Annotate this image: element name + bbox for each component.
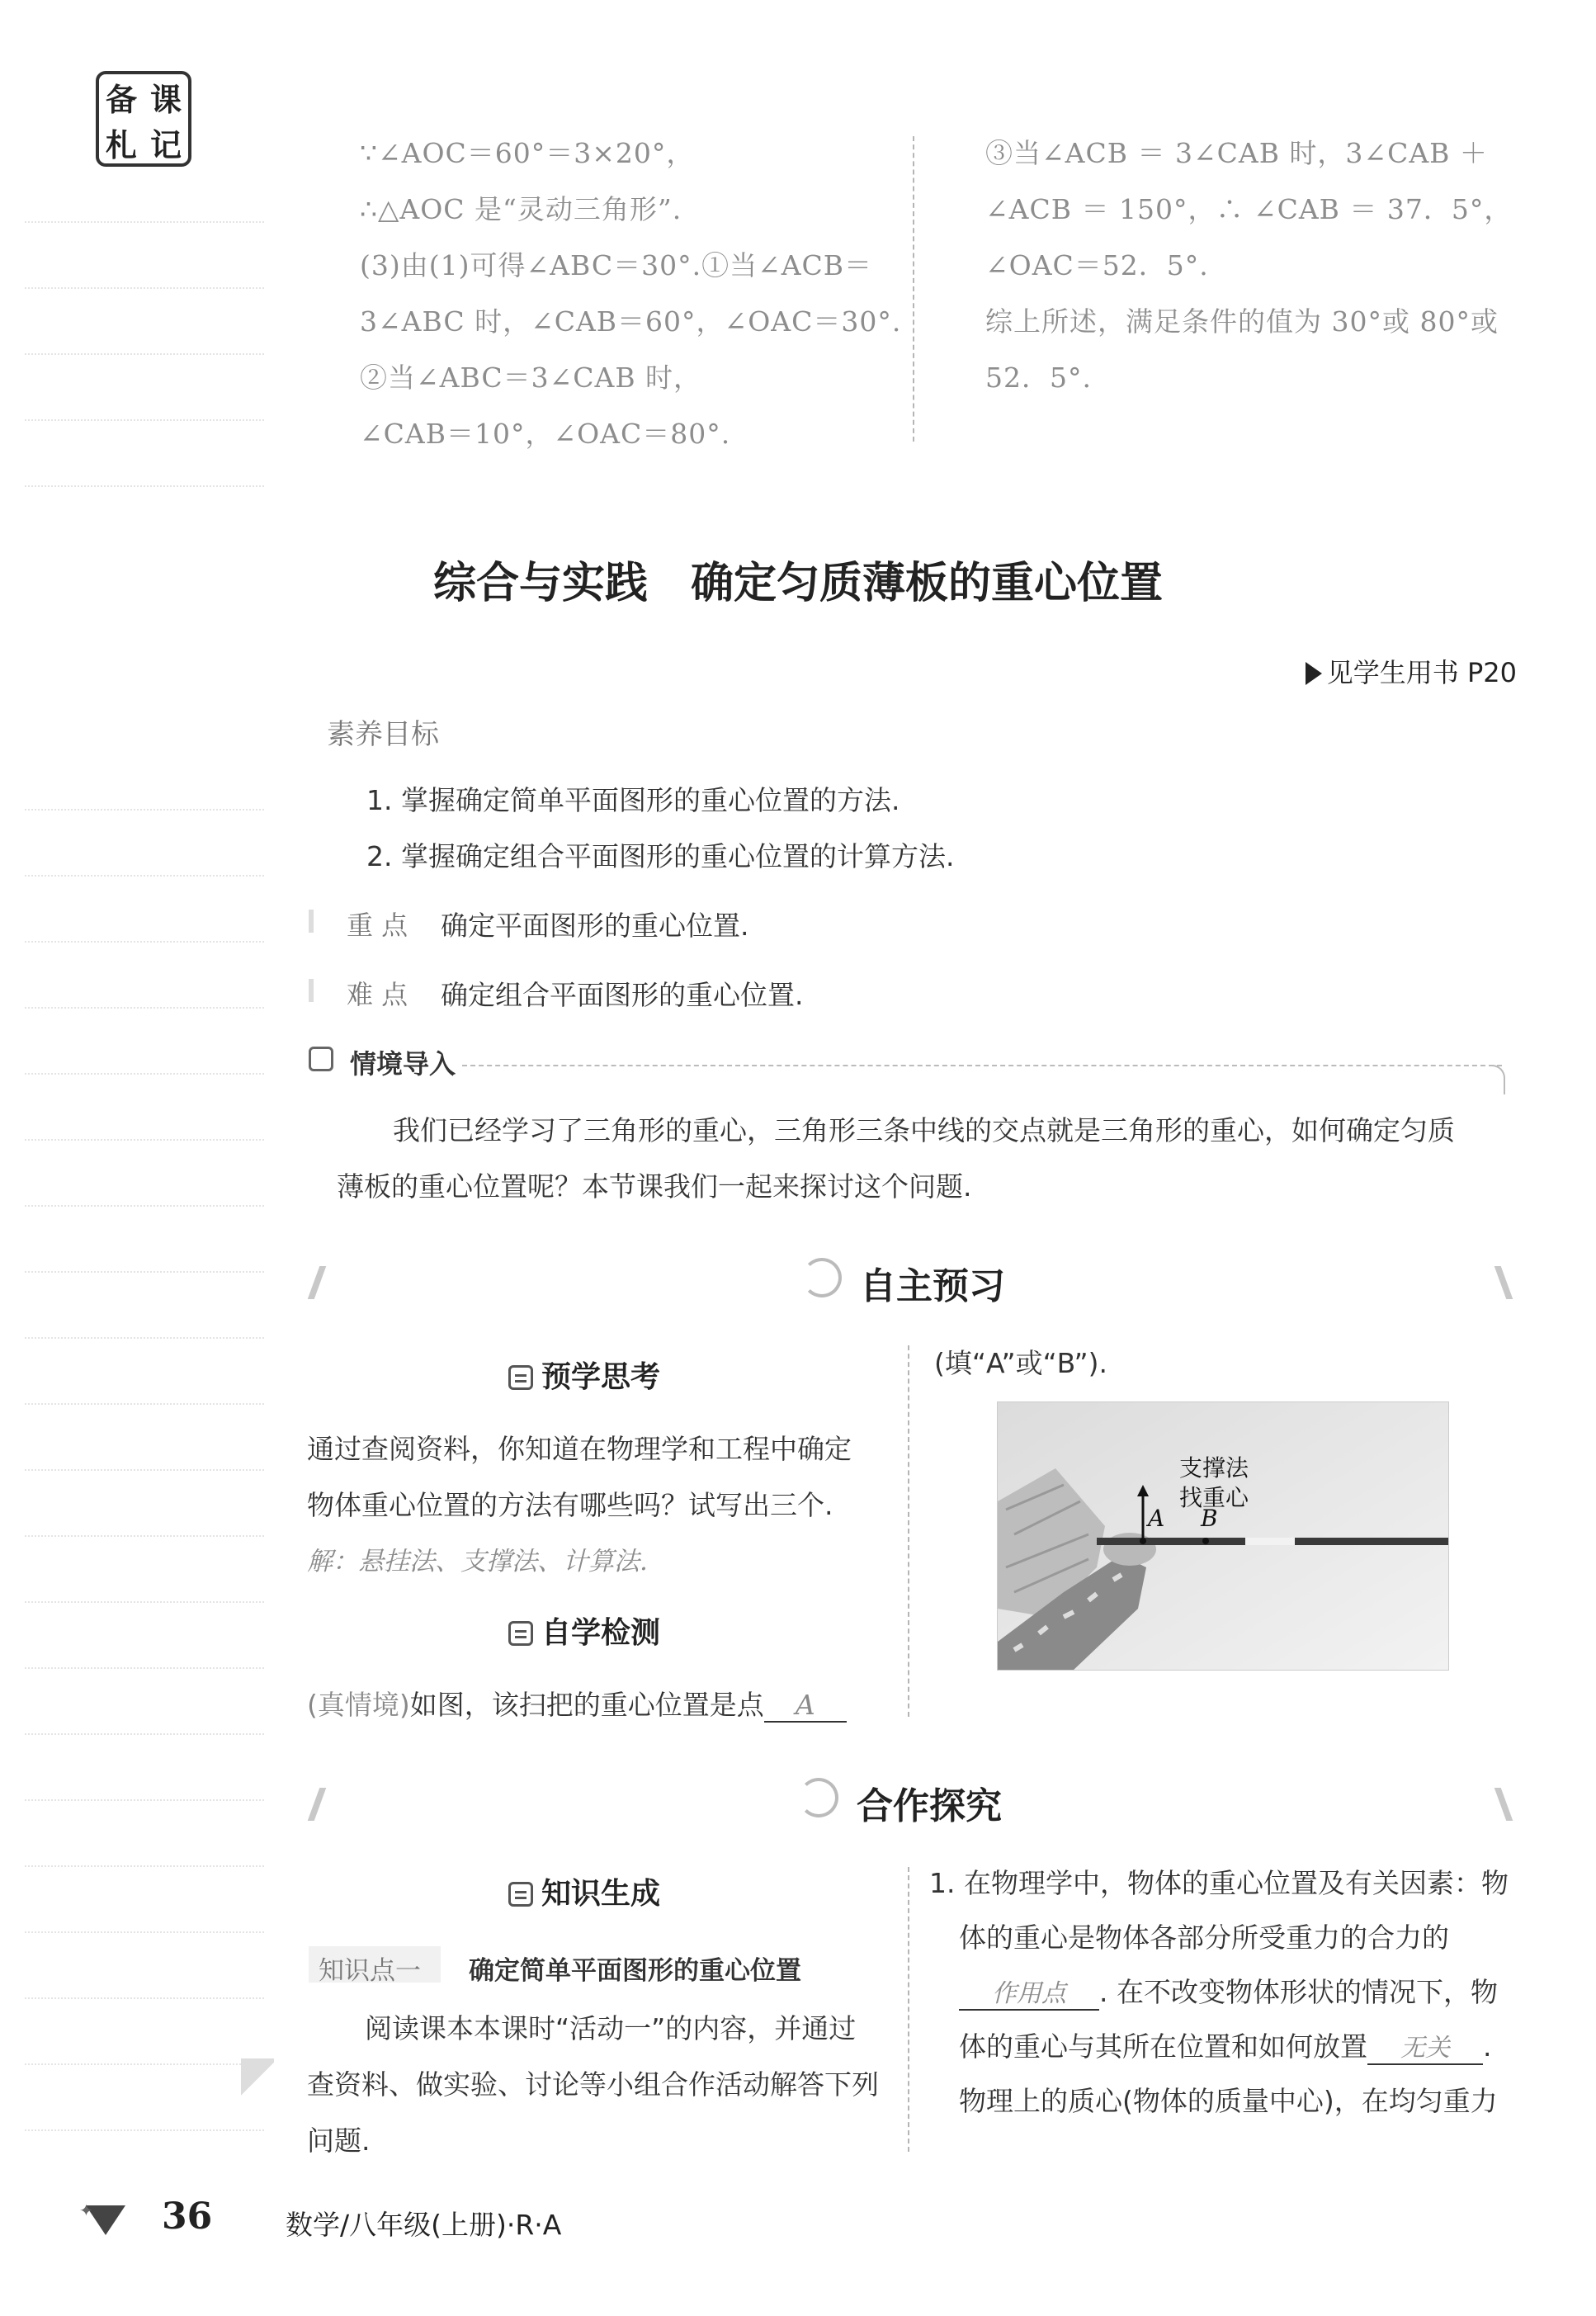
- section-heading-preview: 自主预习: [860, 1265, 1005, 1307]
- preview-think-title: [508, 1354, 660, 1396]
- broom-photo-illustration: [998, 1402, 1449, 1671]
- intro-rule: [462, 1065, 1502, 1066]
- reference-text: 见学生用书 P20: [1326, 657, 1517, 688]
- key-point-marker: [309, 910, 314, 933]
- real-context-tag: (真情境): [307, 1689, 410, 1721]
- solution-line: ∠CAB＝10°，∠OAC＝80°.: [360, 418, 731, 450]
- logo-char: 札: [105, 127, 137, 163]
- goals-label: 素养目标: [327, 718, 439, 751]
- broom-balance-photo: [997, 1401, 1449, 1671]
- page-corner-mark: [241, 2058, 274, 2100]
- solution-line: (3)由(1)可得∠ABC＝30°.①当∠ACB＝: [360, 249, 873, 281]
- preview-think-title-text: 预学思考: [541, 1360, 661, 1394]
- physics-line: 物理上的质心(物体的质量中心)，在均匀重力: [959, 2085, 1498, 2117]
- difficult-point-label: 难 点: [347, 979, 408, 1010]
- solution-line: ∴△AOC 是“灵动三角形”.: [360, 193, 682, 225]
- knowledge-point-title: 确定简单平面图形的重心位置: [469, 1956, 801, 1986]
- knowledge-point-tag: 知识点一: [319, 1956, 421, 1986]
- difficult-point-marker: [309, 979, 314, 1002]
- intro-rule-corner: [1492, 1065, 1505, 1094]
- preview-think-line: 物体重心位置的方法有哪些吗？试写出三个.: [307, 1489, 833, 1521]
- section-swirl-icon: [799, 1778, 838, 1817]
- preview-think-answer: 解：悬挂法、支撑法、计算法.: [307, 1547, 648, 1576]
- knowledge-title-text: 知识生成: [541, 1877, 661, 1911]
- intro-label: 情境导入: [350, 1048, 456, 1080]
- physics-text: . 在不改变物体形状的情况下，物: [1099, 1976, 1498, 2008]
- solution-line: ②当∠ABC＝3∠CAB 时，: [360, 362, 702, 394]
- physics-text: 体的重心与其所在位置和如何放置: [959, 2030, 1367, 2063]
- section-swirl-icon: [802, 1258, 842, 1297]
- answer-blank: A: [764, 1689, 847, 1723]
- student-book-reference: [1306, 652, 1517, 690]
- notebook-icon: [508, 1365, 533, 1390]
- preview-check-question: [307, 1684, 847, 1723]
- physics-line: 体的重心是物体各部分所受重力的合力的: [959, 1921, 1449, 1954]
- solution-line: 3∠ABC 时，∠CAB＝60°，∠OAC＝30°.: [360, 305, 902, 338]
- section-slash-left: [308, 1788, 327, 1821]
- solution-line: ∠ACB ＝ 150°，∴ ∠CAB ＝ 37．5°，: [985, 193, 1513, 225]
- checklist-icon: [508, 1621, 533, 1646]
- knowledge-line: 问题.: [307, 2125, 371, 2157]
- solution-line: 综上所述，满足条件的值为 30°或 80°或: [985, 305, 1499, 338]
- logo-char: 记: [149, 127, 182, 163]
- lesson-notes-logo: [96, 71, 191, 167]
- preview-think-line: 通过查阅资料，你知道在物理学和工程中确定: [307, 1433, 852, 1465]
- knowledge-line: 阅读课本本课时“活动一”的内容，并通过: [365, 2012, 857, 2044]
- logo-char: 课: [149, 82, 182, 118]
- solution-line: ∠OAC＝52．5°.: [985, 249, 1209, 281]
- logo-char: 备: [105, 82, 137, 118]
- column-divider: [908, 1345, 909, 1717]
- photo-label-find: 找重心: [1179, 1484, 1249, 1511]
- key-point-text: 确定平面图形的重心位置.: [441, 910, 749, 942]
- preview-check-text: 如图，该扫把的重心位置是点: [409, 1689, 764, 1721]
- knowledge-line: 查资料、做实验、讨论等小组合作活动解答下列: [307, 2068, 879, 2101]
- physics-text: .: [1483, 2030, 1492, 2063]
- answer-blank: 无关: [1367, 2027, 1483, 2065]
- photo-point-b: B: [1201, 1505, 1218, 1532]
- goal-item: 2. 掌握确定组合平面图形的重心位置的计算方法.: [366, 840, 955, 872]
- book-info: 数学/八年级(上册)·R·A: [286, 2209, 562, 2241]
- footer-sparkle-icon: ✦: [79, 2200, 93, 2220]
- column-divider: [913, 136, 914, 442]
- section-slash-left: [308, 1266, 327, 1299]
- goal-item: 1. 掌握确定简单平面图形的重心位置的方法.: [366, 784, 900, 816]
- triangle-right-icon: [1306, 662, 1322, 685]
- section-heading-coop: 合作探究: [857, 1785, 1002, 1827]
- preview-check-continuation: (填“A”或“B”).: [934, 1347, 1107, 1379]
- solution-line: ③当∠ACB ＝ 3∠CAB 时，3∠CAB ＋: [985, 137, 1488, 169]
- difficult-point-text: 确定组合平面图形的重心位置.: [441, 979, 804, 1011]
- physics-line: 1. 在物理学中，物体的重心位置及有关因素：物: [929, 1867, 1509, 1899]
- intro-icon: [309, 1047, 333, 1071]
- answer-blank: 作用点: [959, 1973, 1099, 2011]
- physics-line-4: [959, 2025, 1492, 2065]
- section-slash-right: [1494, 1266, 1513, 1299]
- intro-line: 薄板的重心位置呢？本节课我们一起来探讨这个问题.: [337, 1170, 972, 1203]
- lesson-title: 综合与实践 确定匀质薄板的重心位置: [432, 559, 1163, 608]
- intro-line: 我们已经学习了三角形的重心，三角形三条中线的交点就是三角形的重心，如何确定匀质: [393, 1114, 1455, 1146]
- knowledge-title: [508, 1870, 660, 1912]
- page-number: 36: [162, 2195, 213, 2238]
- solution-line: ∵∠AOC＝60°＝3×20°，: [360, 137, 695, 169]
- column-divider: [908, 1867, 909, 2152]
- preview-check-title-text: 自学检测: [541, 1616, 661, 1650]
- solution-line: 52．5°.: [985, 362, 1092, 394]
- physics-line-3: [959, 1971, 1498, 2011]
- preview-check-title: [508, 1609, 660, 1652]
- section-slash-right: [1494, 1788, 1513, 1821]
- photo-point-a: A: [1148, 1505, 1165, 1532]
- photo-label-support: 支撑法: [1179, 1454, 1249, 1482]
- notebook-icon: [508, 1882, 533, 1907]
- key-point-label: 重 点: [347, 910, 408, 941]
